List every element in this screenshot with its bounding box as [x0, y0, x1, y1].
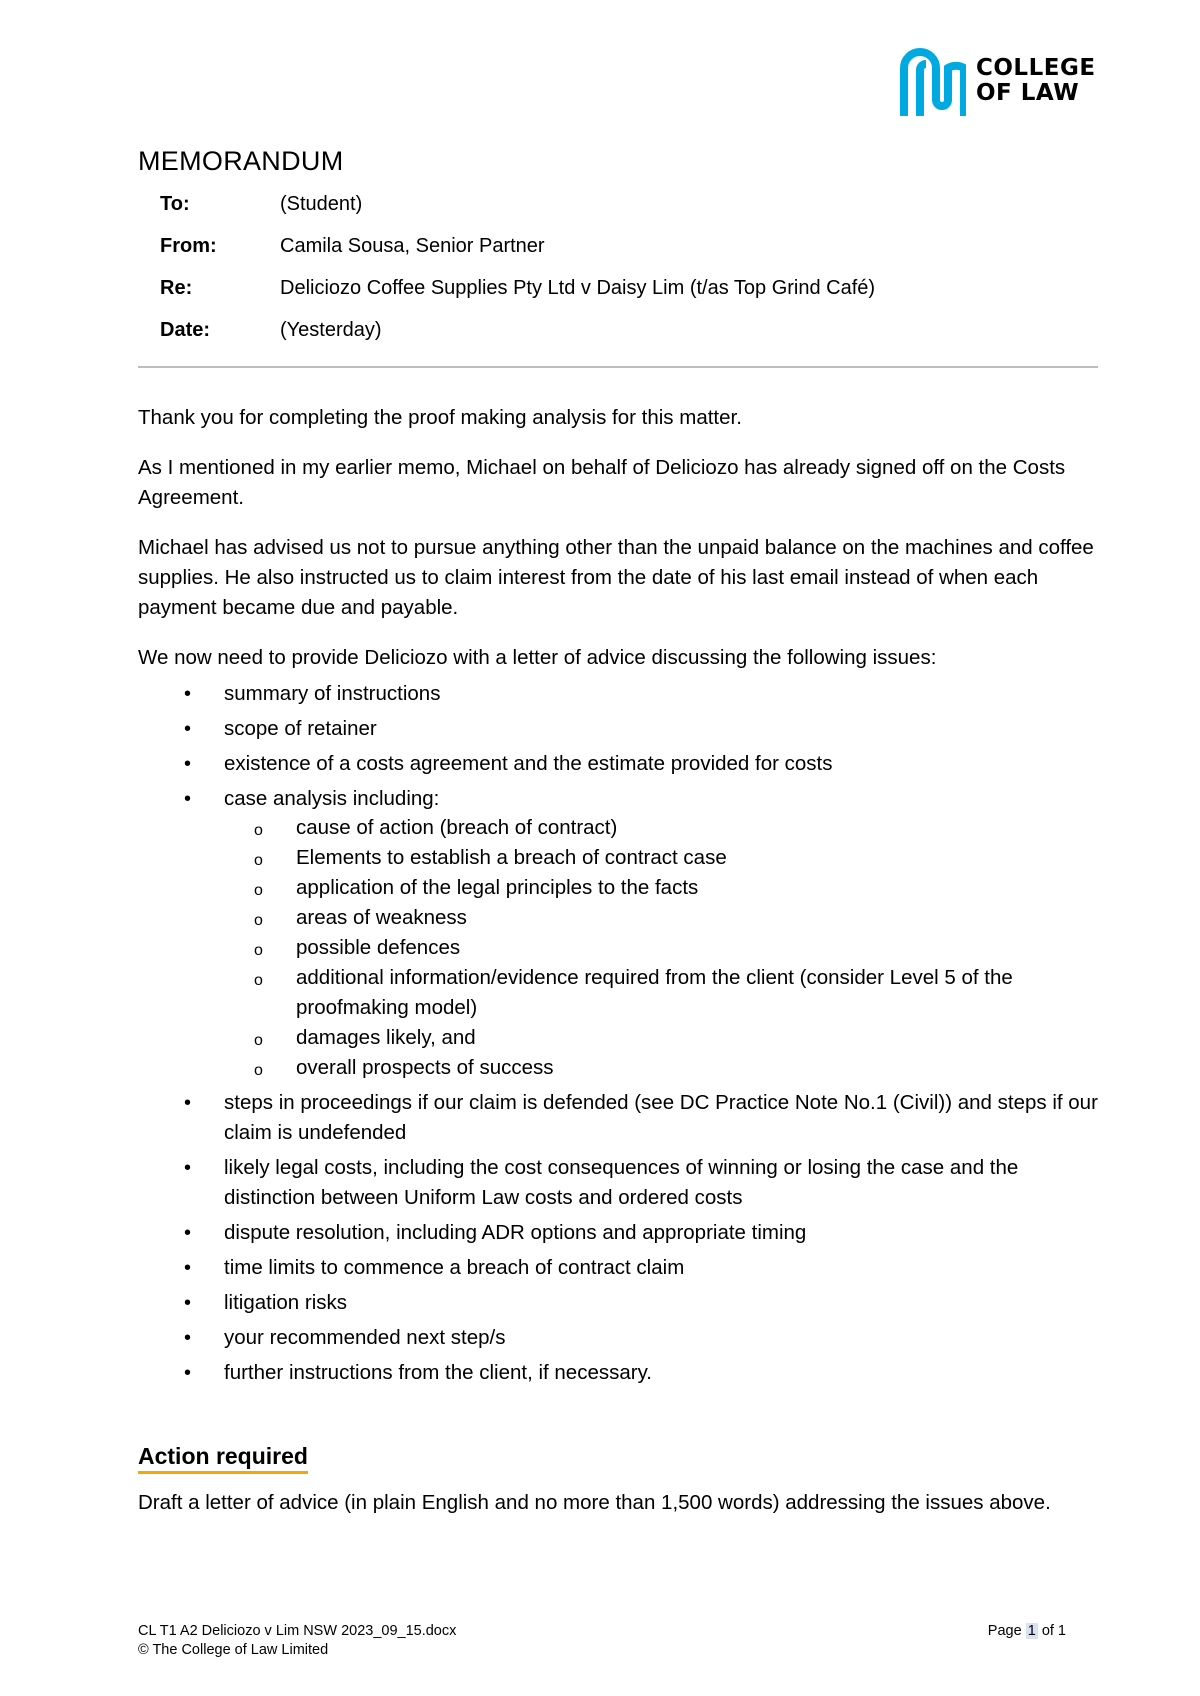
list-item: • dispute resolution, including ADR options and appropriate timing: [138, 1218, 1098, 1248]
case-analysis-sublist: [224, 813, 1098, 1083]
to-value: (Student): [280, 193, 363, 215]
list-item: • litigation risks: [138, 1288, 1098, 1318]
bullet-icon: •: [184, 1157, 192, 1179]
list-item: • likely legal costs, including the cost consequences of winning or losing the case and the distinction between Uniform Law costs and ordered costs: [138, 1153, 1098, 1213]
date-label: Date:: [160, 319, 211, 341]
paragraph-1: Thank you for completing the proof making analysis for this matter.: [138, 406, 742, 429]
issues-list: [138, 679, 1098, 1388]
list-item: • your recommended next step/s: [138, 1323, 1098, 1353]
circle-bullet-icon: o: [254, 912, 263, 929]
sub-list-item: o application of the legal principles to the facts: [138, 873, 1098, 903]
circle-bullet-icon: o: [254, 1032, 263, 1049]
list-item: • scope of retainer: [138, 714, 1098, 744]
bullet-icon: •: [184, 1362, 192, 1384]
sub-list-item: o damages likely, and: [138, 1023, 1098, 1053]
page-current: 1: [1027, 1623, 1036, 1639]
from-label: From:: [160, 235, 217, 257]
bullet-icon: •: [184, 718, 192, 740]
bullet-icon: •: [184, 788, 192, 810]
list-item: • further instructions from the client, if necessary.: [138, 1358, 1098, 1388]
action-required-text: Draft a letter of advice (in plain English and no more than 1,500 words) addressing the issues above.: [138, 1491, 1051, 1514]
header-divider: [138, 366, 1098, 368]
memo-header: [160, 193, 875, 361]
paragraph-4: We now need to provide Deliciozo with a letter of advice discussing the following issues:: [138, 646, 937, 669]
action-required-heading: Action required: [138, 1443, 308, 1474]
college-logo-mark-icon: [900, 48, 966, 118]
logo-line-1: COLLEGE: [976, 55, 1096, 81]
memo-title: MEMORANDUM: [138, 146, 344, 176]
footer-copyright: © The College of Law Limited: [138, 1642, 329, 1658]
re-row: [160, 277, 875, 319]
logo-wordmark: [976, 56, 1096, 106]
sub-list-item: o Elements to establish a breach of contract case: [138, 843, 1098, 873]
re-value: Deliciozo Coffee Supplies Pty Ltd v Daisy Lim (t/as Top Grind Café): [280, 277, 876, 299]
from-row: [160, 235, 875, 277]
sub-list-item: o areas of weakness: [138, 903, 1098, 933]
page-suffix: of 1: [1041, 1623, 1066, 1639]
sub-list-item: o cause of action (breach of contract): [138, 813, 1098, 843]
from-value: Camila Sousa, Senior Partner: [280, 235, 545, 257]
circle-bullet-icon: o: [254, 972, 263, 989]
college-of-law-logo: [900, 48, 1110, 120]
bullet-icon: •: [184, 1092, 192, 1114]
bullet-icon: •: [184, 1257, 192, 1279]
list-item: • time limits to commence a breach of contract claim: [138, 1253, 1098, 1283]
bullet-icon: •: [184, 1292, 192, 1314]
page-footer: [138, 1622, 1066, 1660]
bullet-icon: •: [184, 683, 192, 705]
circle-bullet-icon: o: [254, 942, 263, 959]
date-value: (Yesterday): [280, 319, 382, 341]
circle-bullet-icon: o: [254, 822, 263, 839]
to-label: To:: [160, 193, 190, 215]
circle-bullet-icon: o: [254, 882, 263, 899]
date-row: [160, 319, 875, 361]
page-prefix: Page: [987, 1623, 1022, 1639]
circle-bullet-icon: o: [254, 852, 263, 869]
list-item: • existence of a costs agreement and the estimate provided for costs: [138, 749, 1098, 779]
paragraph-2: As I mentioned in my earlier memo, Michael on behalf of Deliciozo has already signed off on the Costs Agreement.: [138, 456, 1066, 509]
list-item: • summary of instructions: [138, 679, 1098, 709]
memo-body: [138, 403, 1098, 1393]
paragraph-3: Michael has advised us not to pursue anything other than the unpaid balance on the machines and coffee supplies. He also instructed us to claim interest from the date of his last email instead of when each payment became due and payable.: [138, 536, 1094, 619]
bullet-icon: •: [184, 1222, 192, 1244]
footer-filename: CL T1 A2 Deliciozo v Lim NSW 2023_09_15.docx: [138, 1623, 457, 1639]
bullet-icon: •: [184, 753, 192, 775]
to-row: [160, 193, 875, 235]
list-item: • case analysis including: o cause of action (breach of contract) o Elements to establish a breach of contract case o application of the legal principles to the facts o areas of weakness o possible defences o additional information/evidence required from the client (consider Level 5 of the proofmaking model) o damages likely, and o overall prospects of success: [138, 784, 1098, 1083]
bullet-icon: •: [184, 1327, 192, 1349]
sub-list-item: o additional information/evidence required from the client (consider Level 5 of the proofmaking model): [254, 966, 1013, 1019]
page-indicator: [988, 1622, 1066, 1641]
circle-bullet-icon: o: [254, 1062, 263, 1079]
re-label: Re:: [160, 277, 193, 299]
logo-line-2: OF LAW: [976, 80, 1080, 106]
sub-list-item: o possible defences: [138, 933, 1098, 963]
sub-list-item: o overall prospects of success: [138, 1053, 1098, 1083]
list-item: • steps in proceedings if our claim is defended (see DC Practice Note No.1 (Civil)) and steps if our claim is undefended: [138, 1088, 1098, 1148]
